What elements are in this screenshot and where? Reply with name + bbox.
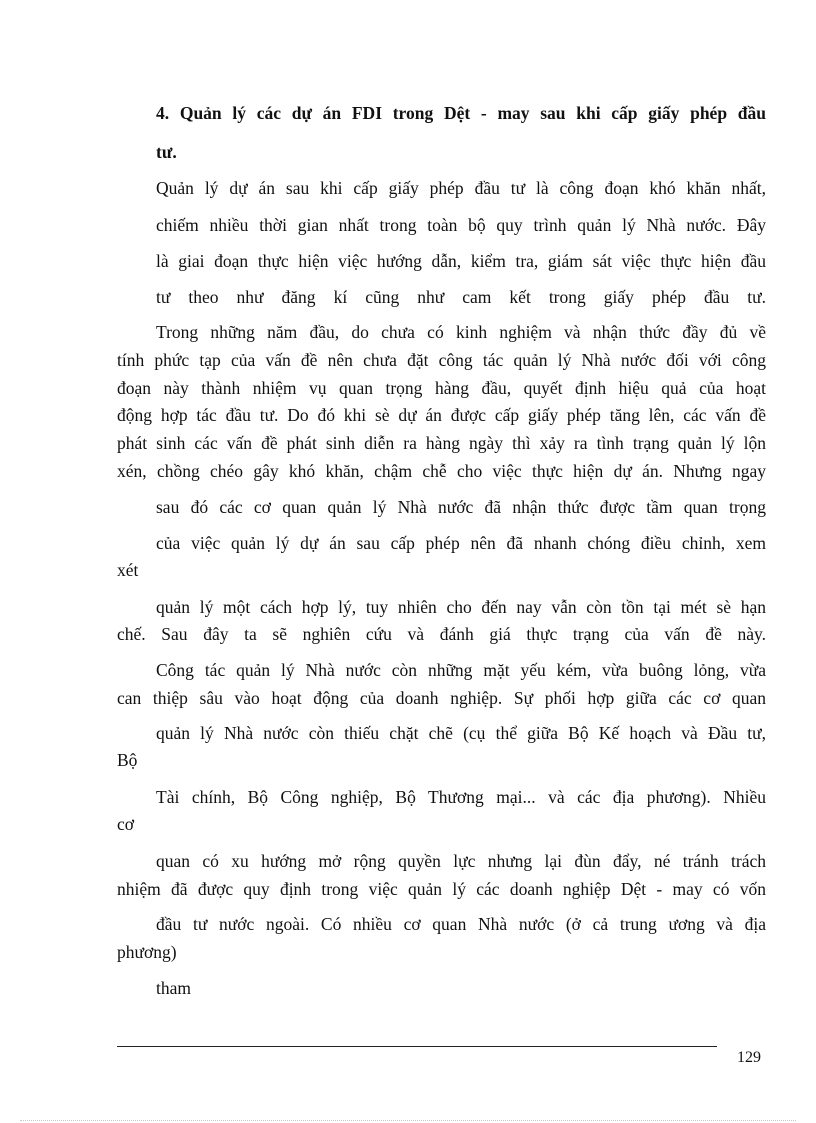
section-heading-cont: tư. [156,142,177,162]
text-line: cơ [117,814,135,834]
text-line: Trong những năm đầu, do chưa có kinh nghiệm và nhận thức đầy đủ về [156,322,766,342]
text-line: tính phức tạp của vấn đề nên chưa đặt công tác quản lý Nhà nước đối với công [117,350,766,370]
text-line: đầu tư nước ngoài. Có nhiều cơ quan Nhà nước (ở cả trung ương và địa [156,914,766,934]
text-line: đoạn này thành nhiệm vụ quan trọng hàng đầu, quyết định hiệu quả của hoạt [117,378,766,398]
text-line: sau đó các cơ quan quản lý Nhà nước đã nhận thức được tầm quan trọng [156,497,766,517]
text-line: của việc quản lý dự án sau cấp phép nên đã nhanh chóng điều chỉnh, xem [156,533,766,553]
text-line: tham [156,978,191,998]
text-line: can thiệp sâu vào hoạt động của doanh nghiệp. Sự phối hợp giữa các cơ quan [117,688,766,708]
section-heading: 4. Quản lý các dự án FDI trong Dệt - may sau khi cấp giấy phép đầu [156,103,766,123]
text-line: là giai đoạn thực hiện việc hướng dẫn, kiểm tra, giám sát việc thực hiện đầu [156,251,766,271]
text-line: quan có xu hướng mở rộng quyền lực nhưng lại đùn đẩy, né tránh trách [156,851,766,871]
footer-rule [117,1046,717,1047]
text-line: chế. Sau đây ta sẽ nghiên cứu và đánh giá thực trạng của vấn đề này. [117,624,766,644]
page-number: 129 [737,1049,761,1066]
text-line: phương) [117,942,177,962]
text-line: tư theo như đăng kí cũng như cam kết trong giấy phép đầu tư. [156,287,766,307]
text-line: Bộ [117,750,138,770]
text-line: quản lý Nhà nước còn thiếu chặt chẽ (cụ thể giữa Bộ Kế hoạch và Đầu tư, [156,723,766,743]
text-line: Tài chính, Bộ Công nghiệp, Bộ Thương mại... và các địa phương). Nhiều [156,787,766,807]
text-line: chiếm nhiều thời gian nhất trong toàn bộ quy trình quản lý Nhà nước. Đây [156,215,766,235]
text-line: xén, chồng chéo gây khó khăn, chậm chễ cho việc thực hiện dự án. Nhưng ngay [117,461,766,481]
text-line: Công tác quản lý Nhà nước còn những mặt yếu kém, vừa buông lỏng, vừa [156,660,766,680]
text-line: quản lý một cách hợp lý, tuy nhiên cho đến nay vẫn còn tồn tại mét sè hạn [156,597,766,617]
text-line: phát sinh các vấn đề phát sinh diễn ra hàng ngày thì xảy ra tình trạng quản lý lộn [117,433,766,453]
text-line: xét [117,560,139,580]
text-line: nhiệm đã được quy định trong việc quản lý các doanh nghiệp Dệt - may có vốn [117,879,766,899]
text-line: động hợp tác đầu tư. Do đó khi sè dự án được cấp giấy phép tăng lên, các vấn đề [117,405,766,425]
text-line: Quản lý dự án sau khi cấp giấy phép đầu tư là công đoạn khó khăn nhất, [156,178,766,198]
page-edge-dots [20,1120,796,1121]
